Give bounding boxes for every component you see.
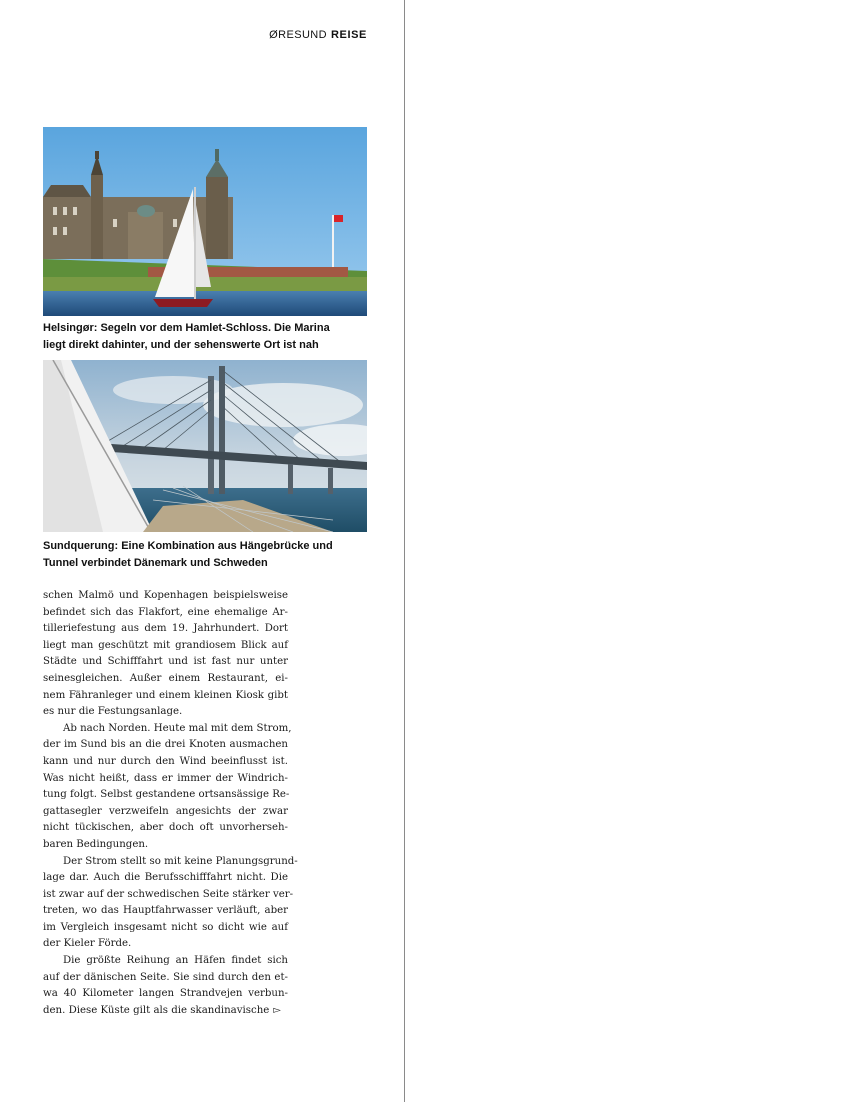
text-line: im Vergleich insgesamt nicht so dicht wie auf (43, 921, 288, 933)
text-line: baren Bedingungen. (43, 838, 149, 850)
running-header (200, 29, 367, 41)
article-body (43, 588, 298, 1019)
header-category: REISE (330, 29, 367, 41)
photo-oresund-bridge (43, 360, 367, 532)
text-line: wa 40 Kilometer langen Strandvejen verbun- (43, 988, 288, 1000)
text-line: tung folgt. Selbst gestandene ortsansässige Re- (43, 789, 290, 801)
caption-line: Sundquerung: Eine Kombination aus Hängebrücke und (43, 540, 333, 552)
text-line: nem Fähranleger und einem kleinen Kiosk gibt (43, 689, 288, 701)
column-divider (404, 0, 405, 1102)
text-line: liegt man geschützt mit grandiosem Blick auf (43, 639, 288, 651)
text-line: seinesgleichen. Außer einem Restaurant, ei- (43, 672, 288, 684)
text-line: tilleriefestung aus dem 19. Jahrhundert. Dort (43, 623, 288, 635)
text-line: der im Sund bis an die drei Knoten ausmachen (43, 739, 288, 751)
text-line: es nur die Festungsanlage. (43, 706, 183, 718)
photo2-caption (43, 538, 369, 572)
text-line: befindet sich das Flakfort, eine ehemalige Ar- (43, 606, 288, 618)
text-line: der Kieler Förde. (43, 938, 132, 950)
caption-line: Tunnel verbindet Dänemark und Schweden (43, 557, 268, 569)
paragraph (43, 854, 298, 954)
text-line: schen Malmö und Kopenhagen beispielsweise (43, 590, 288, 601)
text-line: treten, wo das Hauptfahrwasser verläuft, aber (43, 905, 288, 917)
text-line: Was nicht heißt, dass er immer der Windrich- (43, 772, 288, 784)
continue-arrow-icon: ▻ (273, 1004, 281, 1016)
text-line: kann und nur durch den Wind beeinflusst ist. (43, 755, 288, 767)
text-line: Städte und Schifffahrt und ist fast nur unter (43, 656, 288, 668)
text-line: ist zwar auf der schwedischen Seite stärker ver- (43, 888, 294, 900)
text-line: lage dar. Auch die Berufsschifffahrt nicht. Die (43, 872, 288, 884)
text-line: auf der dänischen Seite. Sie sind durch den et- (43, 971, 288, 983)
header-section: ØRESUND (269, 29, 327, 41)
text-line: Ab nach Norden. Heute mal mit dem Strom, (63, 722, 292, 734)
paragraph (43, 721, 292, 854)
text-line: Die größte Reihung an Häfen findet sich (63, 955, 288, 967)
text-line: Der Strom stellt so mit keine Planungsgrund- (63, 855, 298, 867)
photo-kronborg-castle (43, 127, 367, 316)
photo1-caption (43, 320, 369, 354)
text-line (43, 1003, 288, 1020)
text-line: gattasegler verzweifeln angesichts der zwar (43, 805, 288, 817)
text-line: nicht tückischen, aber doch oft unvorherseh- (43, 822, 288, 834)
paragraph (43, 953, 288, 1019)
paragraph (43, 588, 288, 721)
caption-line: Helsingør: Segeln vor dem Hamlet-Schloss. Die Marina (43, 322, 330, 334)
caption-line: liegt direkt dahinter, und der sehenswerte Ort ist nah (43, 339, 319, 351)
text-line-content: den. Diese Küste gilt als die skandinavische (43, 1004, 270, 1016)
